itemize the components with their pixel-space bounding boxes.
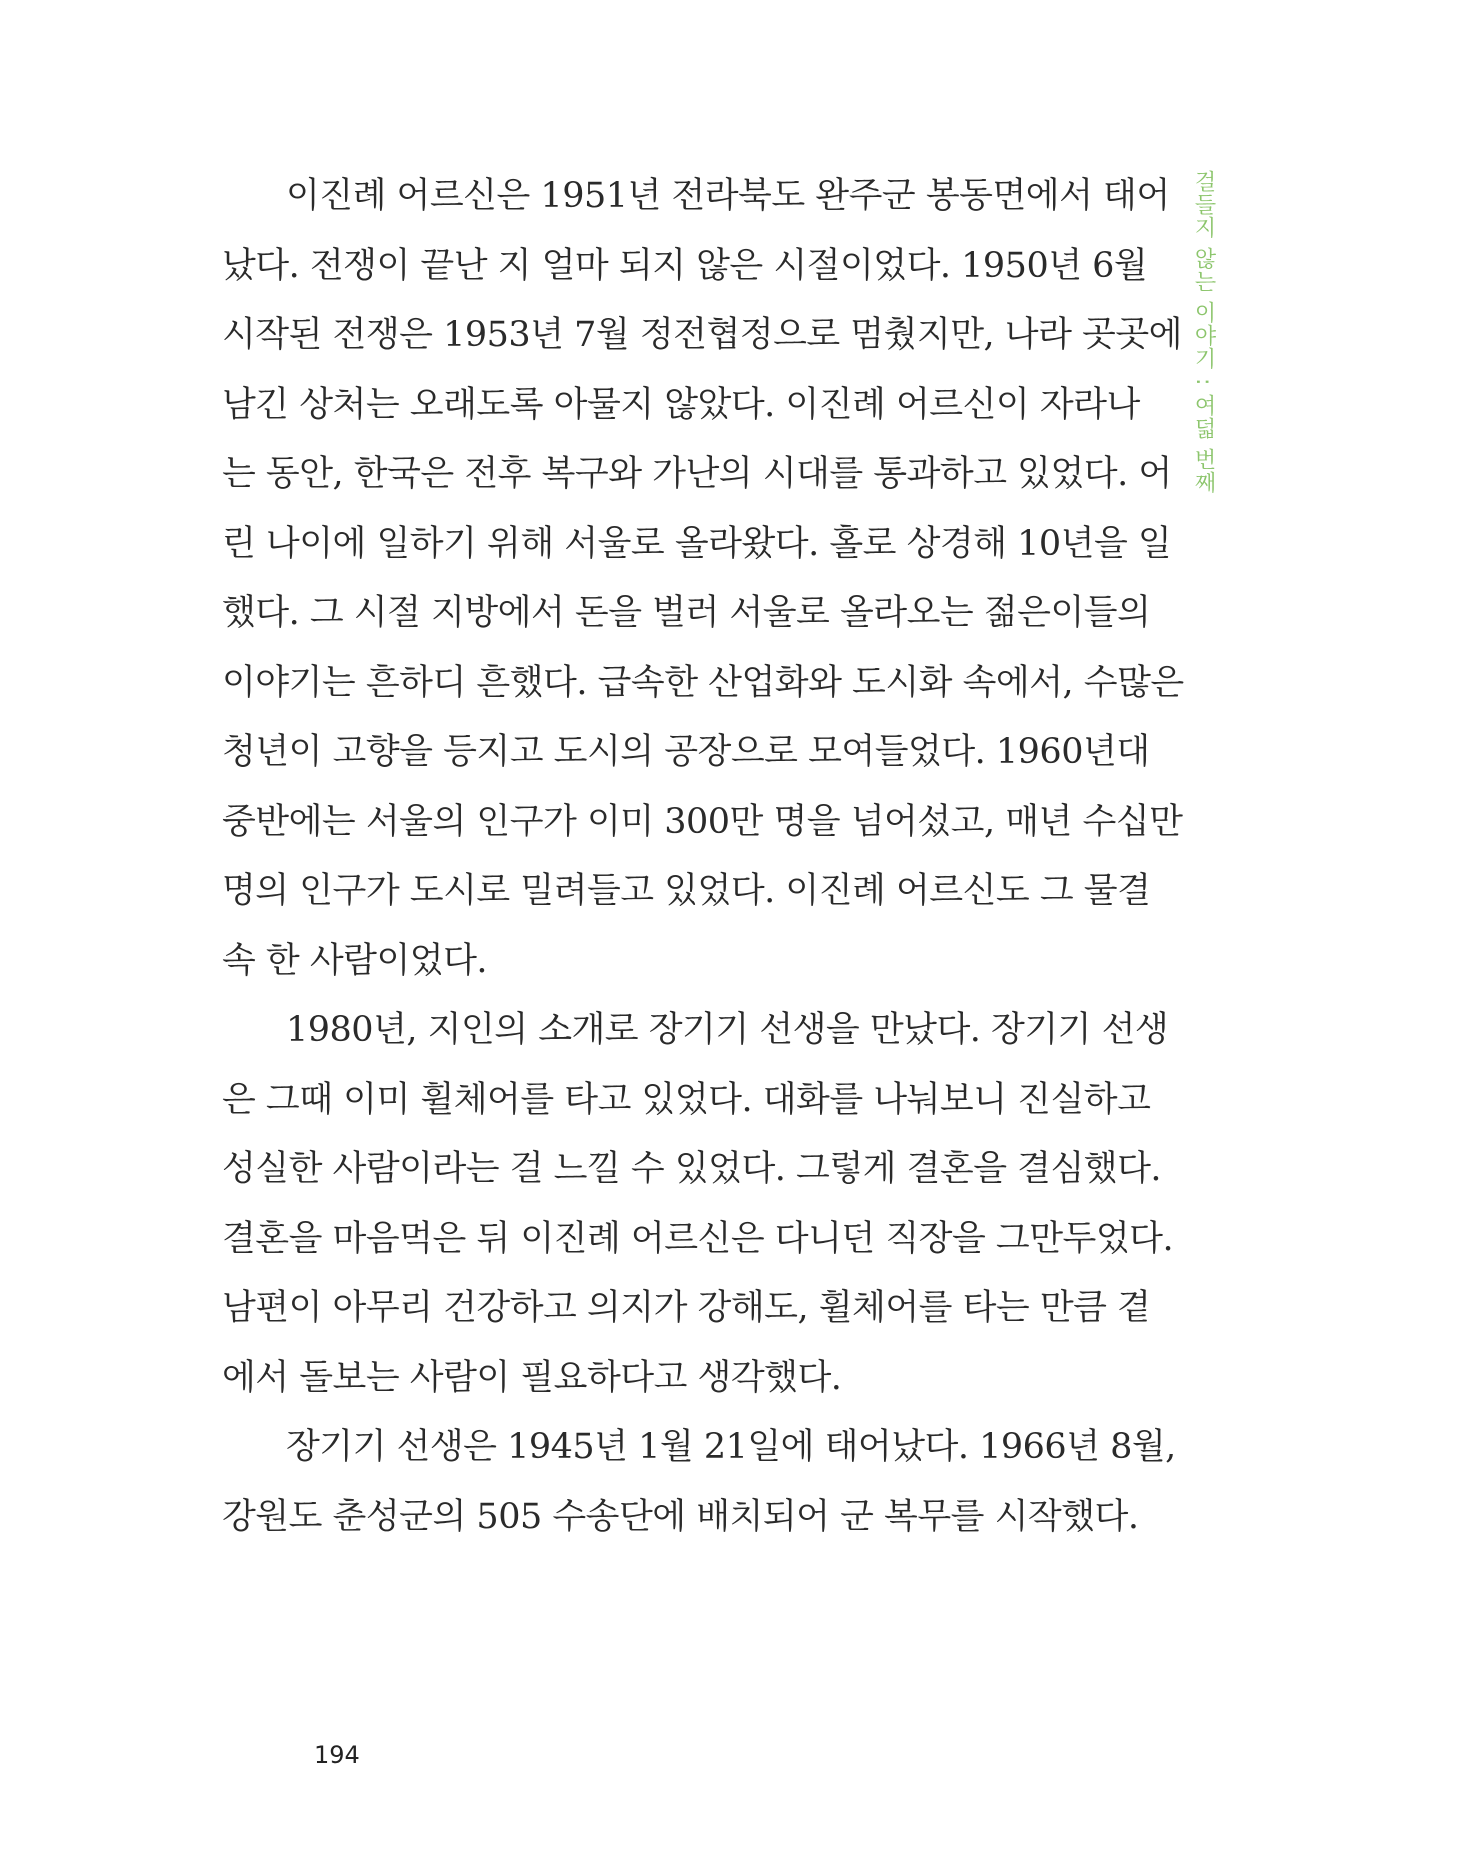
paragraph-1-line-10: 중반에는 서울의 인구가 이미 300만 명을 넘어섰고, 매년 수십만 — [222, 801, 1183, 842]
paragraph-1-line-7: 했다. 그 시절 지방에서 돈을 벌러 서울로 올라오는 젊은이들의 — [222, 593, 1151, 633]
paragraph-3-line-1: 장기기 선생은 1945년 1월 21일에 태어났다. 1966년 8월, — [286, 1427, 1176, 1467]
paragraph-1-line-11: 명의 인구가 도시로 밀려들고 있었다. 이진례 어르신도 그 물결 — [222, 871, 1151, 911]
paragraph-2-line-5: 남편이 아무리 건강하고 의지가 강해도, 휠체어를 타는 만큼 곁 — [222, 1288, 1151, 1328]
paragraph-1-line-4: 남긴 상처는 오래도록 아물지 않았다. 이진례 어르신이 자라나 — [222, 384, 1140, 425]
paragraph-1-line-6: 린 나이에 일하기 위해 서울로 올라왔다. 홀로 상경해 10년을 일 — [222, 523, 1172, 564]
paragraph-2-line-3: 성실한 사람이라는 걸 느낄 수 있었다. 그렇게 결혼을 결심했다. — [222, 1149, 1162, 1189]
paragraph-1-line-12: 속 한 사람이었다. — [222, 940, 488, 981]
paragraph-1-line-3: 시작된 전쟁은 1953년 7월 정전협정으로 멈췄지만, 나라 곳곳에 — [222, 315, 1182, 355]
body-text — [222, 162, 1184, 1552]
running-head: 걸들지 않는 이야기 : 여덟 번째 — [1191, 170, 1216, 495]
paragraph-1-line-8: 이야기는 흔하디 흔했다. 급속한 산업화와 도시화 속에서, 수많은 — [222, 662, 1184, 703]
paragraph-3-line-2: 강원도 춘성군의 505 수송단에 배치되어 군 복무를 시작했다. — [222, 1496, 1139, 1537]
paragraph-2-line-6: 에서 돌보는 사람이 필요하다고 생각했다. — [222, 1357, 842, 1398]
paragraph-1-line-1: 이진례 어르신은 1951년 전라북도 완주군 봉동면에서 태어 — [286, 176, 1170, 216]
paragraph-2-line-2: 은 그때 이미 휠체어를 타고 있었다. 대화를 나눠보니 진실하고 — [222, 1079, 1151, 1120]
paragraph-2-line-4: 결혼을 마음먹은 뒤 이진례 어르신은 다니던 직장을 그만두었다. — [222, 1218, 1174, 1259]
paragraph-2-line-1: 1980년, 지인의 소개로 장기기 선생을 만났다. 장기기 선생 — [286, 1010, 1169, 1050]
paragraph-1-line-9: 청년이 고향을 등지고 도시의 공장으로 모여들었다. 1960년대 — [222, 732, 1150, 772]
page-number: 194 — [314, 1741, 360, 1769]
paragraph-1-line-5: 는 동안, 한국은 전후 복구와 가난의 시대를 통과하고 있었다. 어 — [222, 454, 1172, 494]
paragraph-1-line-2: 났다. 전쟁이 끝난 지 얼마 되지 않은 시절이었다. 1950년 6월 — [222, 245, 1148, 286]
